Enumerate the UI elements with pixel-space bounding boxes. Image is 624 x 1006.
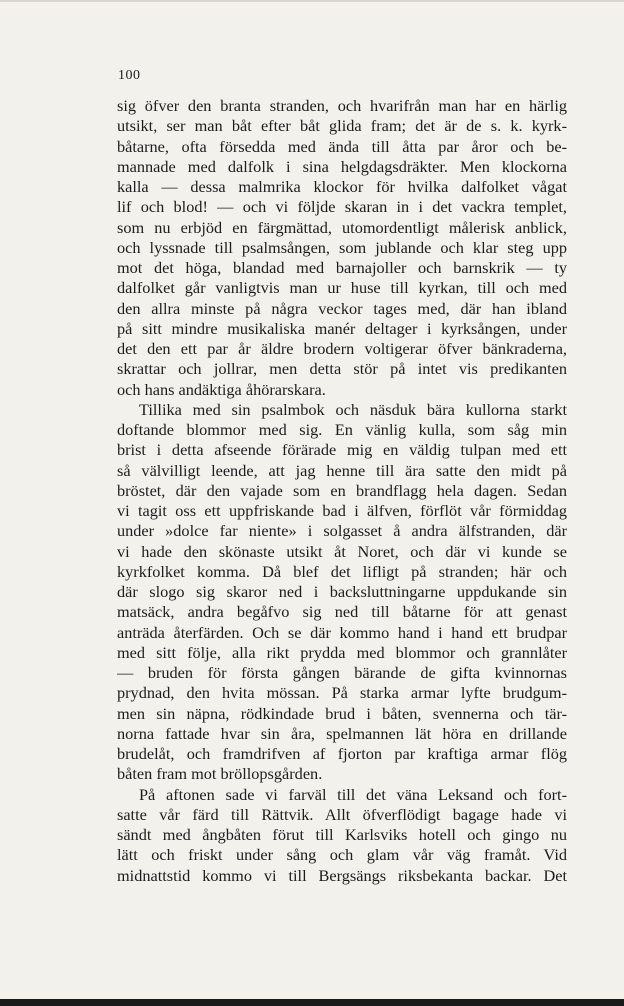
text-line: båten fram mot bröllopsgården. [117,764,323,784]
text-line: lif och blod! — och vi följde skaran in i det vackra templet, [117,197,567,217]
text-line: vi hade den skönaste utsikt åt Noret, och där vi kunde se [117,541,567,561]
text-line: På aftonen sade vi farväl till det väna Leksand och fort- [139,784,567,804]
text-line: dalfolket går vanligtvis man ur huse till kyrkan, till och med [117,278,567,298]
paragraph-3 [117,785,567,886]
body-text [117,96,567,886]
text-line: kalla — dessa malmrika klockor för hvilka dalfolket vågat [117,177,567,196]
text-line: sig öfver den branta stranden, och hvarifrån man har en härlig [117,96,567,115]
text-line: sändt med ångbåten förut till Karlsviks hotell och gingo nu [117,825,567,844]
text-line: och lyssnade till psalmsången, som jublande och klar steg upp [117,237,567,257]
text-line: så välvilligt leende, att jag henne till ära satte den midt på [117,460,567,480]
text-line: Tillika med sin psalmbok och näsduk bära kullorna starkt [139,399,567,419]
text-line: och hans andäktiga åhörarskara. [117,379,326,399]
text-line: prydnad, den hvita mössan. På starka armar lyfte brudgum- [117,683,567,703]
text-line: men sin näpna, rödkindade brud i båten, svennerna och tär- [117,703,567,723]
text-line: skrattar och jollrar, men detta stör på intet vis predikanten [117,359,567,379]
text-line: under »dolce far niente» i solgasset å andra älfstranden, där [117,521,567,541]
text-line: det den ett par år äldre brodern voltigerar öfver bänkraderna, [117,339,567,358]
page-top-edge [0,0,624,2]
page-bottom-edge [0,999,624,1006]
text-line: som nu erbjöd en färgmättad, utomordentligt målerisk anblick, [117,217,567,237]
text-line: vi tagit oss ett uppfriskande bad i älfven, förflöt vår förmiddag [117,501,567,520]
page-number: 100 [118,68,141,83]
text-line: den allra minste på några veckor tages med, där han ibland [117,298,567,318]
text-line: midnattstid kommo vi till Bergsängs riksbekanta backar. Det [117,865,567,885]
text-line: satte vår färd till Rättvik. Allt öfverflödigt bagage hade vi [117,804,567,824]
text-line: mannade med dalfolk i sina helgdagsdräkter. Men klockorna [117,156,567,176]
text-line: båtarne, ofta försedda med ända till åtta par åror och be- [117,136,567,156]
text-line: norna fattade hvar sin åra, spelmannen lät höra en drillande [117,723,567,743]
text-line: brudelåt, och framdrifven af fjorton par kraftiga armar flög [117,744,567,763]
paragraph-1 [117,96,567,400]
text-line: lätt och friskt under sång och glam vår väg framåt. Vid [117,845,567,865]
text-line: mot det höga, blandad med barnajoller och barnskrik — ty [117,258,567,277]
text-line: bröstet, där den vajade som en brandflagg hela dagen. Sedan [117,480,567,500]
text-line: brist i detta afseende förärade mig en väldig tulpan med ett [117,440,567,460]
text-line: doftande blommor med sig. En vänlig kulla, som såg min [117,420,567,439]
text-line: anträda återfärden. Och se där kommo hand i hand ett brudpar [117,622,567,642]
text-line: där slogo sig skaror ned i backsluttningarne uppdukande sin [117,582,567,601]
text-line: med sitt följe, alla rikt prydda med blommor och grannlåter [117,642,567,662]
text-line: matsäck, andra begåfvo sig ned till båtarne för att genast [117,602,567,622]
text-line: utsikt, ser man båt efter båt glida fram; det är de s. k. kyrk- [117,116,567,136]
text-line: på sitt mindre musikaliska manér deltager i kyrksången, under [117,318,567,338]
paragraph-2 [117,400,567,785]
text-line: kyrkfolket komma. Då blef det lifligt på stranden; här och [117,561,567,581]
text-line: — bruden för första gången bärande de gifta kvinnornas [117,663,567,682]
